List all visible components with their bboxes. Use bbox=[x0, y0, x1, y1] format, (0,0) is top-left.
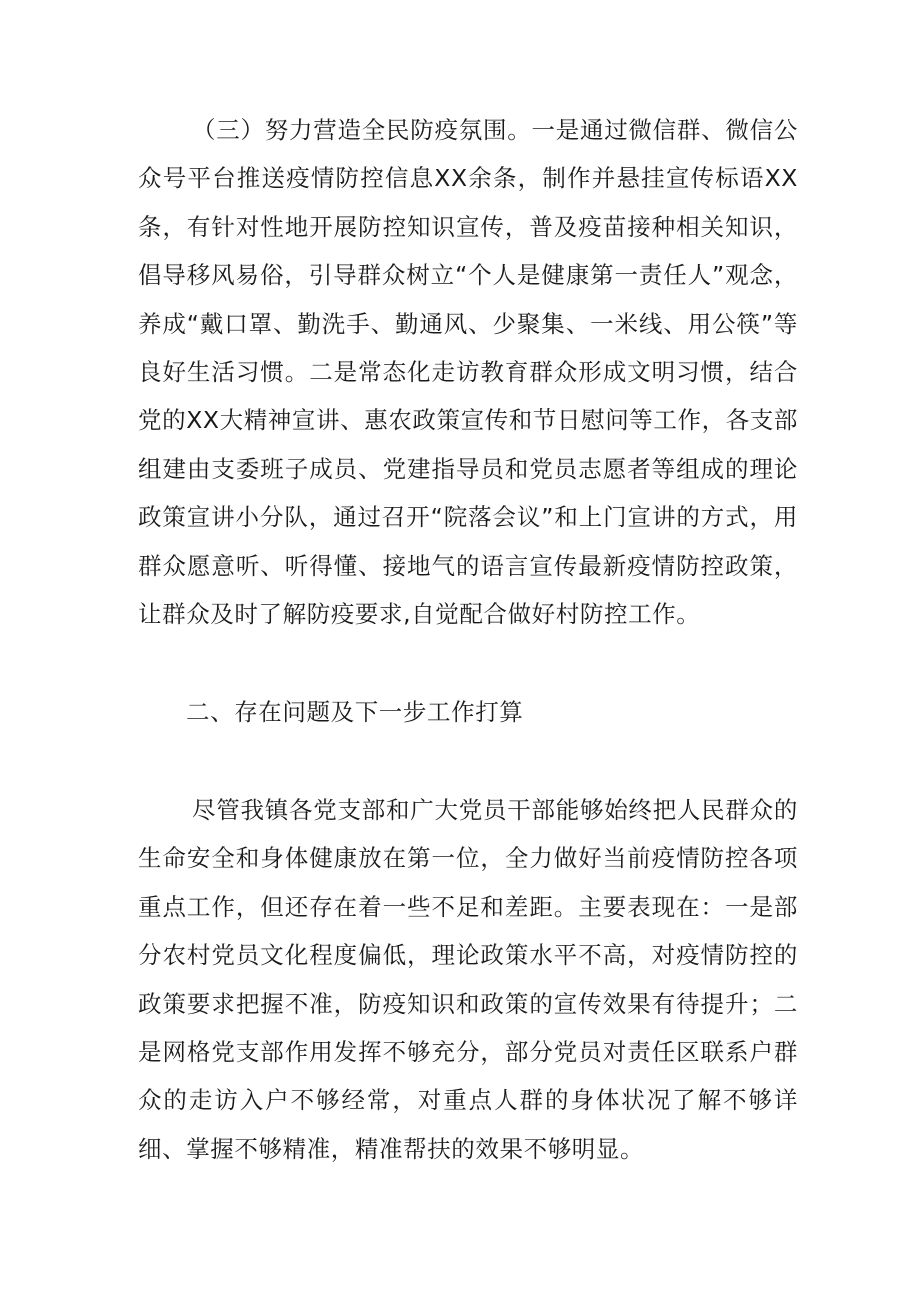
paragraph-problems: 尽管我镇各党支部和广大党员干部能够始终把人民群众的生命安全和身体健康放在第一位，全力做好当前疫情防控各项重点工作，但还存在着一些不足和差距。主要表现在：一是部分农村党员文化程度偏低，理论政策水平不高，对疫情防控的政策要求把握不准，防疫知识和政策的宣传效果有待提升；二是网格党支部作用发挥不够充分，部分党员对责任区联系户群众的走访入户不够经常，对重点人群的身体状况了解不够详细、掌握不够精准，精准帮扶的效果不够明显。 bbox=[138, 796, 798, 1163]
paragraph-publicity-measures: （三）努力营造全民防疫氛围。一是通过微信群、微信公众号平台推送疫情防控信息XX余条，制作并悬挂宣传标语XX条，有针对性地开展防控知识宣传，普及疫苗接种相关知识，倡导移风易俗，引导群众树立“个人是健康第一责任人”观念，养成“戴口罩、勤洗手、勤通风、少聚集、一米线、用公筷”等良好生活习惯。二是常态化走访教育群众形成文明习惯，结合党的XX大精神宣讲、惠农政策宣传和节日慰问等工作，各支部组建由支委班子成员、党建指导员和党员志愿者等组成的理论政策宣讲小分队，通过召开“院落会议”和上门宣讲的方式，用群众愿意听、听得懂、接地气的语言宣传最新疫情防控政策，让群众及时了解防疫要求,自觉配合做好村防控工作。 bbox=[138, 116, 798, 629]
section-heading-problems: 二、存在问题及下一步工作打算 bbox=[186, 698, 524, 726]
